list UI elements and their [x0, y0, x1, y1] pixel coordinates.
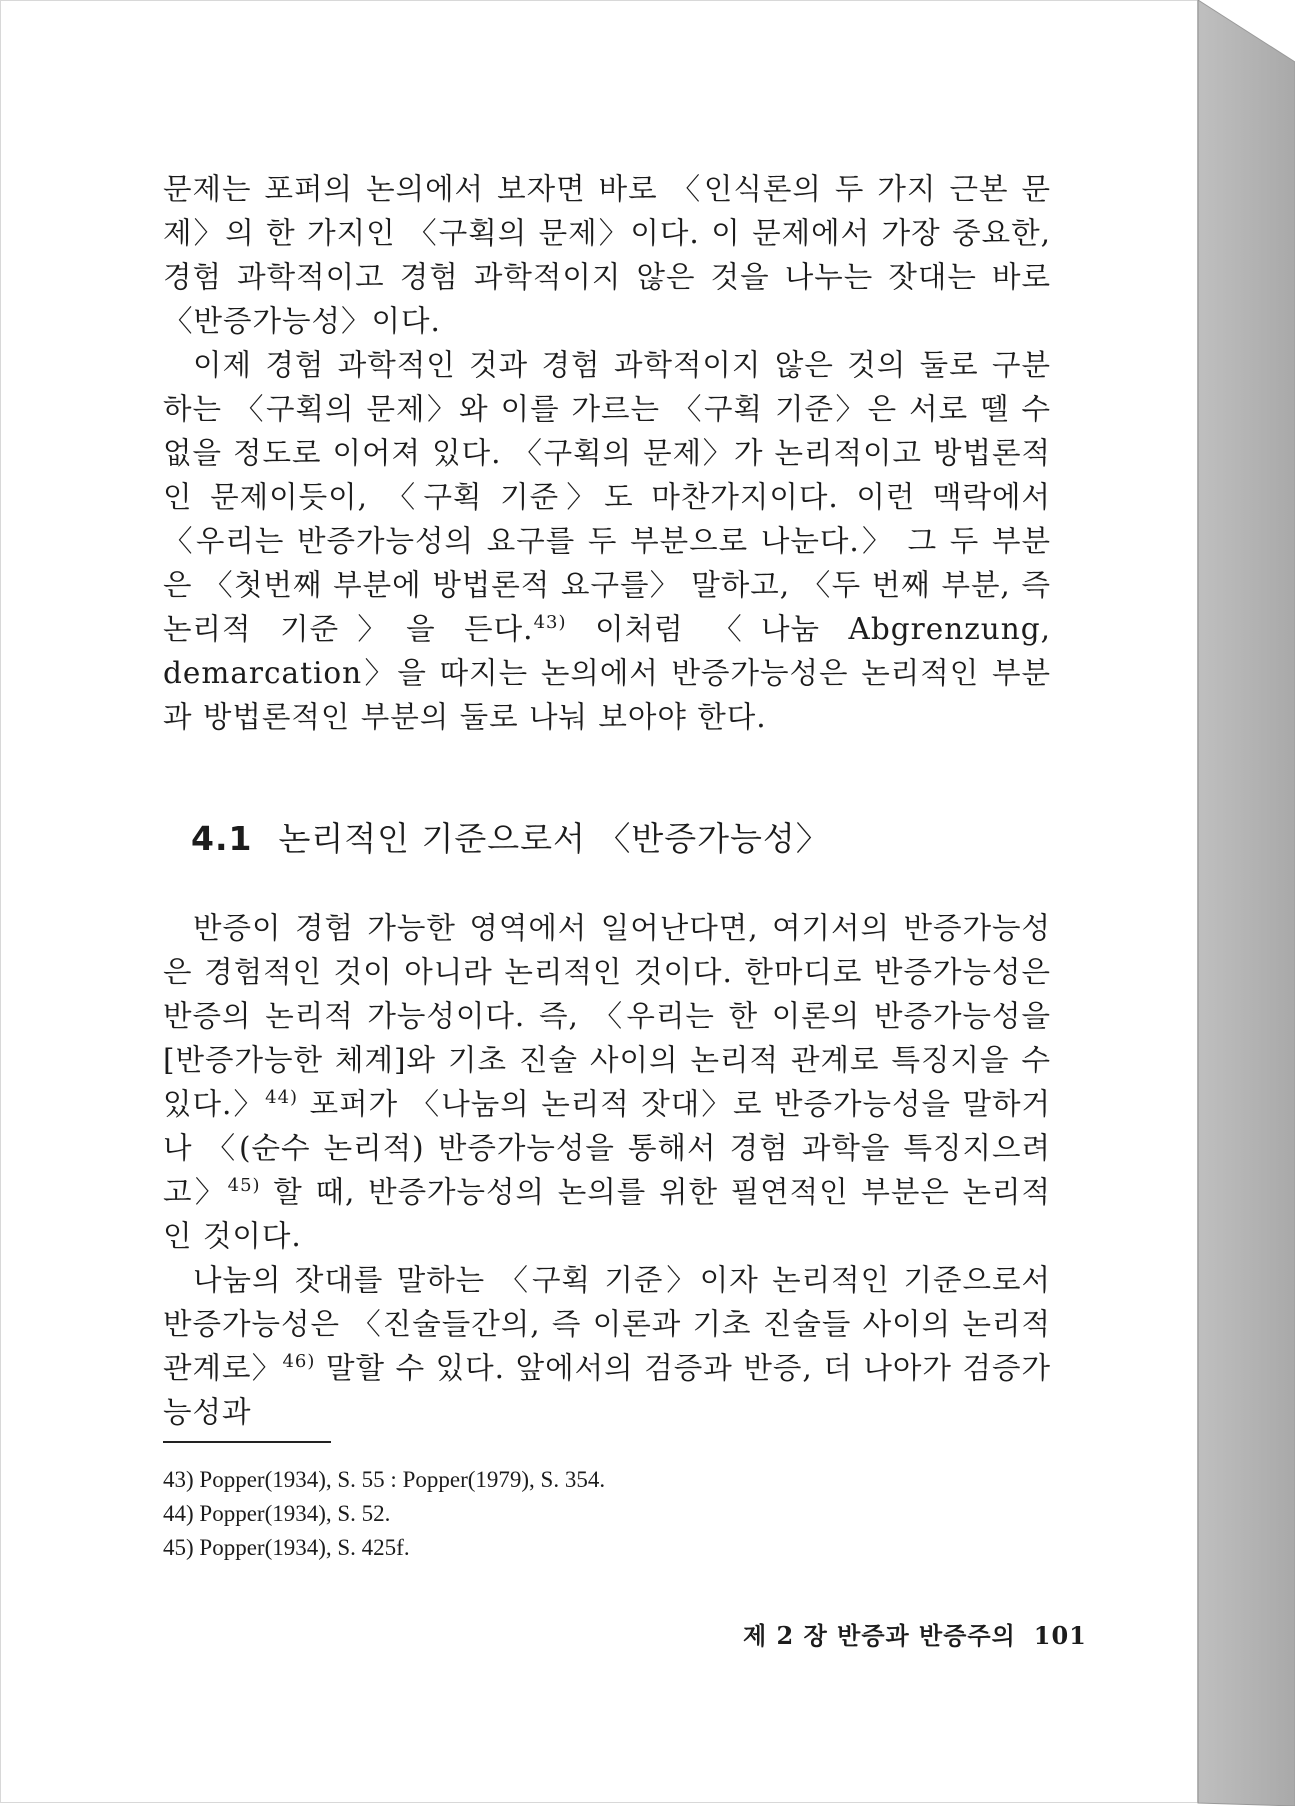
paragraph-text: 반증이 경험 가능한 영역에서 일어난다면, 여기서의 반증가능성은 경험적인 것이 아니라 논리적인 것이다. 한마디로 반증가능성은 반증의 논리적 가능성이다. 즉, 〈우리는 한 이론의 반증가능성을 [반증가능한 체계]와 기초 진술 사이의 논리적 관계로 특징지을 수 있다.〉 — [163, 911, 1051, 1121]
paragraph-text: 이처럼 〈나눔 Abgrenzung, demarcation〉을 따지는 논의에서 반증가능성은 논리적인 부분과 방법론적인 부분의 둘로 나눠 보아야 한다. — [163, 612, 1051, 734]
footnote-45: 45) Popper(1934), S. 425f. — [163, 1535, 410, 1560]
paragraph-text: 나눔의 잣대를 말하는 〈구획 기준〉이자 논리적인 기준으로서 반증가능성은 〈진술들간의, 즉 이론과 기초 진술들 사이의 논리적 관계로〉 — [163, 1263, 1051, 1385]
paragraph-text: 말할 수 있다. 앞에서의 검증과 반증, 더 나아가 검증가능성과 — [163, 1351, 1051, 1429]
section-title: 논리적인 기준으로서 〈반증가능성〉 — [278, 819, 830, 858]
paragraph-text: 포퍼가 〈나눔의 논리적 잣대〉로 반증가능성을 말하거나 〈(순수 논리적) 반증가능성을 통해서 경험 과학을 특징지으려고〉 — [163, 1087, 1052, 1209]
paragraph-text: 문제는 포퍼의 논의에서 보자면 바로 〈인식론의 두 가지 근본 문제〉의 한 가지인 〈구획의 문제〉이다. 이 문제에서 가장 중요한, 경험 과학적이고 경험 과학적이지 않은 것을 나누는 잣대는 바로 〈반증가능성〉이다. — [163, 172, 1051, 338]
footnote-44: 44) Popper(1934), S. 52. — [163, 1501, 391, 1526]
paragraph-text: 할 때, 반증가능성의 논의를 위한 필연적인 부분은 논리적인 것이다. — [163, 1175, 1052, 1253]
section-number: 4.1 — [191, 819, 253, 858]
paragraph-text: 이제 경험 과학적인 것과 경험 과학적이지 않은 것의 둘로 구분하는 〈구획의 문제〉와 이를 가르는 〈구획 기준〉은 서로 뗄 수 없을 정도로 이어져 있다. 〈구획의 문제〉가 논리적이고 방법론적인 문제이듯이, 〈구획 기준〉도 마찬가지이다. 이런 맥락에서 〈우리는 반증가능성의 요구를 두 부분으로 나눈다.〉 그 두 부분은 〈첫번째 부분에 방법론적 요구를〉 말하고, 〈두 번째 부분, 즉 논리적 기준〉을 든다. — [163, 348, 1051, 646]
footnote-ref-43[interactable]: 43) — [533, 612, 567, 633]
footnote-43: 43) Popper(1934), S. 55 : Popper(1979), S. 354. — [163, 1467, 606, 1492]
chapter-label: 제 2 장 반증과 반증주의 — [743, 1621, 1016, 1650]
page-number: 101 — [1033, 1621, 1087, 1650]
footnote-ref-45[interactable]: 45) — [227, 1175, 261, 1196]
footnote-ref-44[interactable]: 44) — [265, 1087, 299, 1108]
footnote-ref-46[interactable]: 46) — [282, 1351, 316, 1372]
